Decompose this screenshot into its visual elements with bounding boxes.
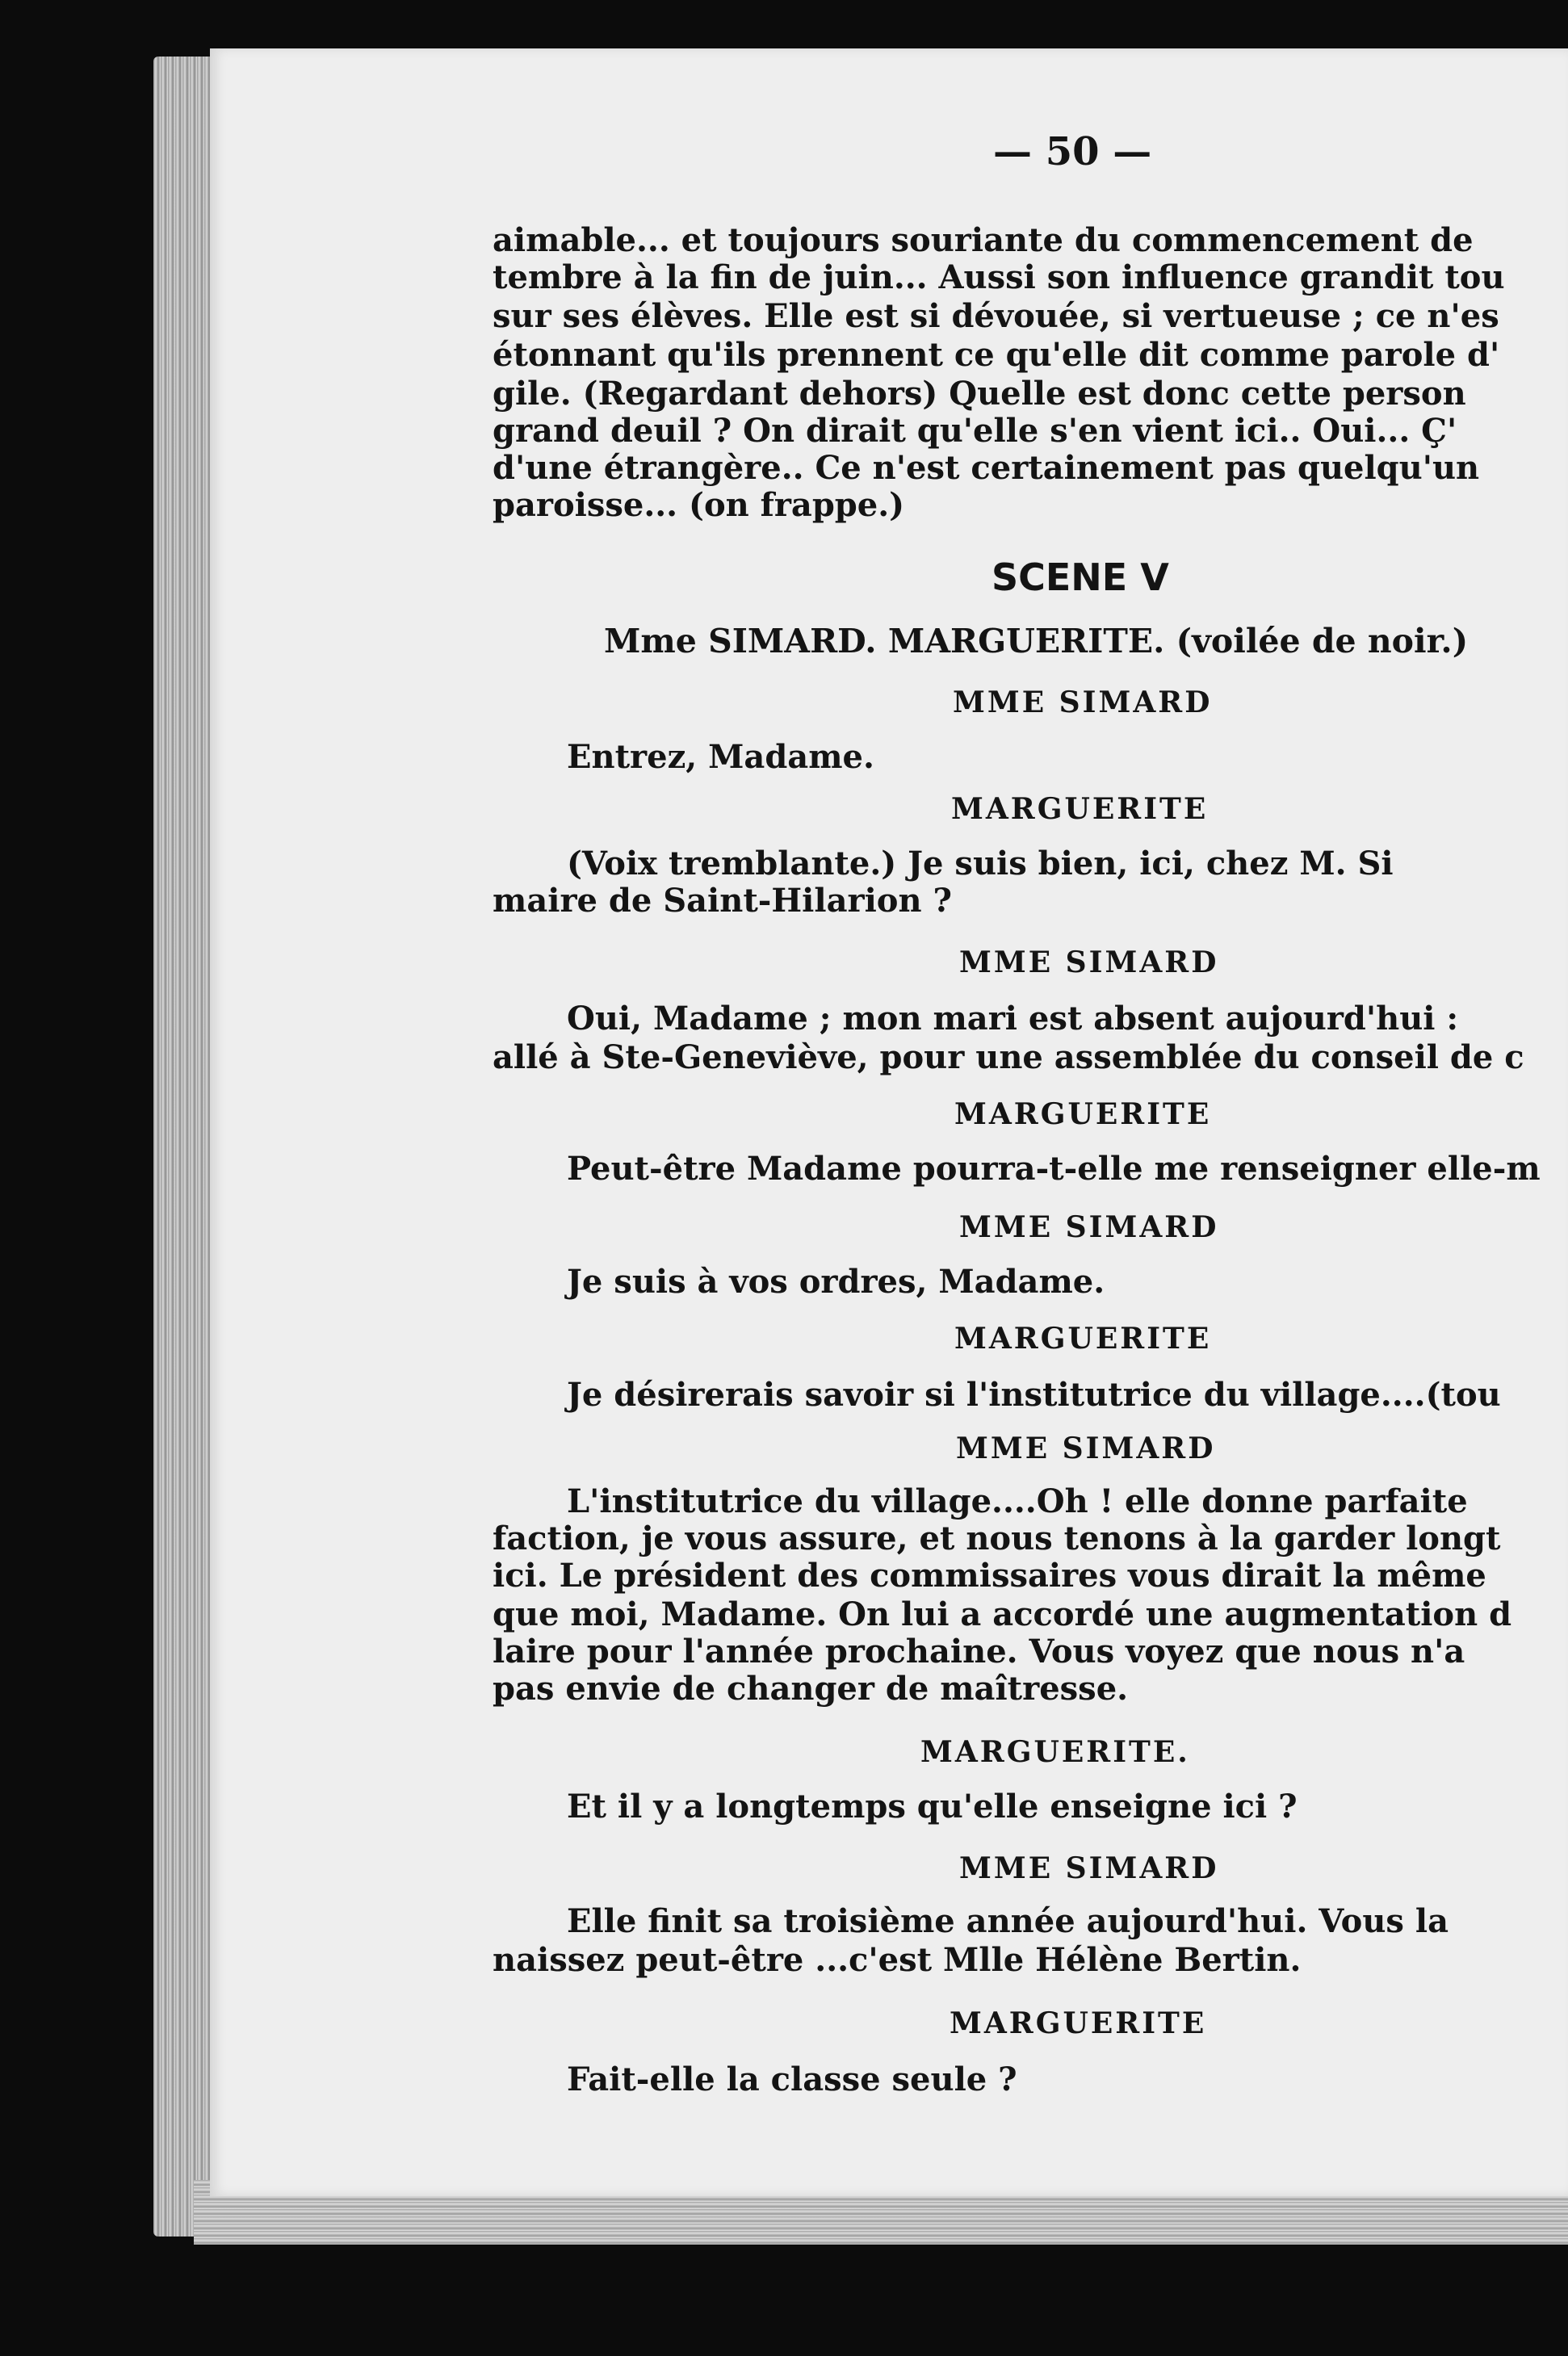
book-page — [210, 48, 1568, 2196]
text-line: paroisse... (on frappe.) — [493, 486, 905, 524]
speaker-name: MARGUERITE — [954, 1322, 1212, 1356]
cast-line: Mme SIMARD. MARGUERITE. (voilée de noir.) — [604, 622, 1469, 660]
dialogue-line: ici. Le président des commissaires vous dirait la même — [493, 1557, 1486, 1595]
dialogue-line: Entrez, Madame. — [567, 738, 874, 776]
dialogue-line: allé à Ste-Geneviève, pour une assemblée du conseil de c — [493, 1038, 1524, 1076]
dialogue-line: pas envie de changer de maîtresse. — [493, 1670, 1129, 1708]
speaker-name: MME SIMARD — [959, 1210, 1219, 1244]
text-line: tembre à la fin de juin... Aussi son influence grandit tou — [493, 258, 1505, 296]
dialogue-line: faction, je vous assure, et nous tenons à la garder longt — [493, 1520, 1501, 1557]
speaker-name: MARGUERITE — [950, 2006, 1207, 2040]
dialogue-line: maire de Saint-Hilarion ? — [493, 882, 952, 920]
dialogue-line: Fait-elle la classe seule ? — [567, 2060, 1017, 2098]
dialogue-line: Et il y a longtemps qu'elle enseigne ici ? — [567, 1788, 1298, 1826]
dialogue-line: Elle finit sa troisième année aujourd'hui. Vous la — [567, 1902, 1449, 1940]
dialogue-line: Oui, Madame ; mon mari est absent aujourd'hui : — [567, 1000, 1459, 1038]
speaker-name: MME SIMARD — [956, 1432, 1216, 1465]
scene-title: SCENE V — [992, 555, 1169, 599]
dialogue-line: laire pour l'année prochaine. Vous voyez que nous n'a — [493, 1633, 1465, 1671]
dialogue-line: (Voix tremblante.) Je suis bien, ici, chez M. Si — [567, 845, 1394, 882]
text-line: gile. (Regardant dehors) Quelle est donc cette person — [493, 375, 1466, 413]
dialogue-line: Peut-être Madame pourra-t-elle me renseigner elle-m — [567, 1150, 1541, 1188]
text-line: aimable... et toujours souriante du commencement de — [493, 221, 1474, 259]
dialogue-line: Je désirerais savoir si l'institutrice du village....(tou — [567, 1376, 1501, 1414]
speaker-name: MME SIMARD — [959, 1851, 1219, 1885]
dialogue-line: Je suis à vos ordres, Madame. — [567, 1263, 1105, 1301]
page-number: — 50 — — [993, 129, 1152, 174]
dialogue-line: que moi, Madame. On lui a accordé une augmentation d — [493, 1595, 1512, 1633]
speaker-name: MARGUERITE. — [920, 1735, 1190, 1769]
text-line: grand deuil ? On dirait qu'elle s'en vient ici.. Oui... Ç' — [493, 412, 1457, 450]
text-line: sur ses élèves. Elle est si dévouée, si vertueuse ; ce n'es — [493, 297, 1499, 335]
speaker-name: MME SIMARD — [953, 685, 1213, 719]
speaker-name: MARGUERITE — [954, 1097, 1212, 1131]
dialogue-line: L'institutrice du village....Oh ! elle donne parfaite — [567, 1482, 1468, 1520]
dialogue-line: naissez peut-être ...c'est Mlle Hélène Bertin. — [493, 1941, 1302, 1979]
speaker-name: MARGUERITE — [951, 792, 1209, 826]
speaker-name: MME SIMARD — [959, 945, 1219, 979]
text-line: d'une étrangère.. Ce n'est certainement pas quelqu'un — [493, 449, 1480, 487]
text-line: étonnant qu'ils prennent ce qu'elle dit comme parole d' — [493, 336, 1500, 374]
